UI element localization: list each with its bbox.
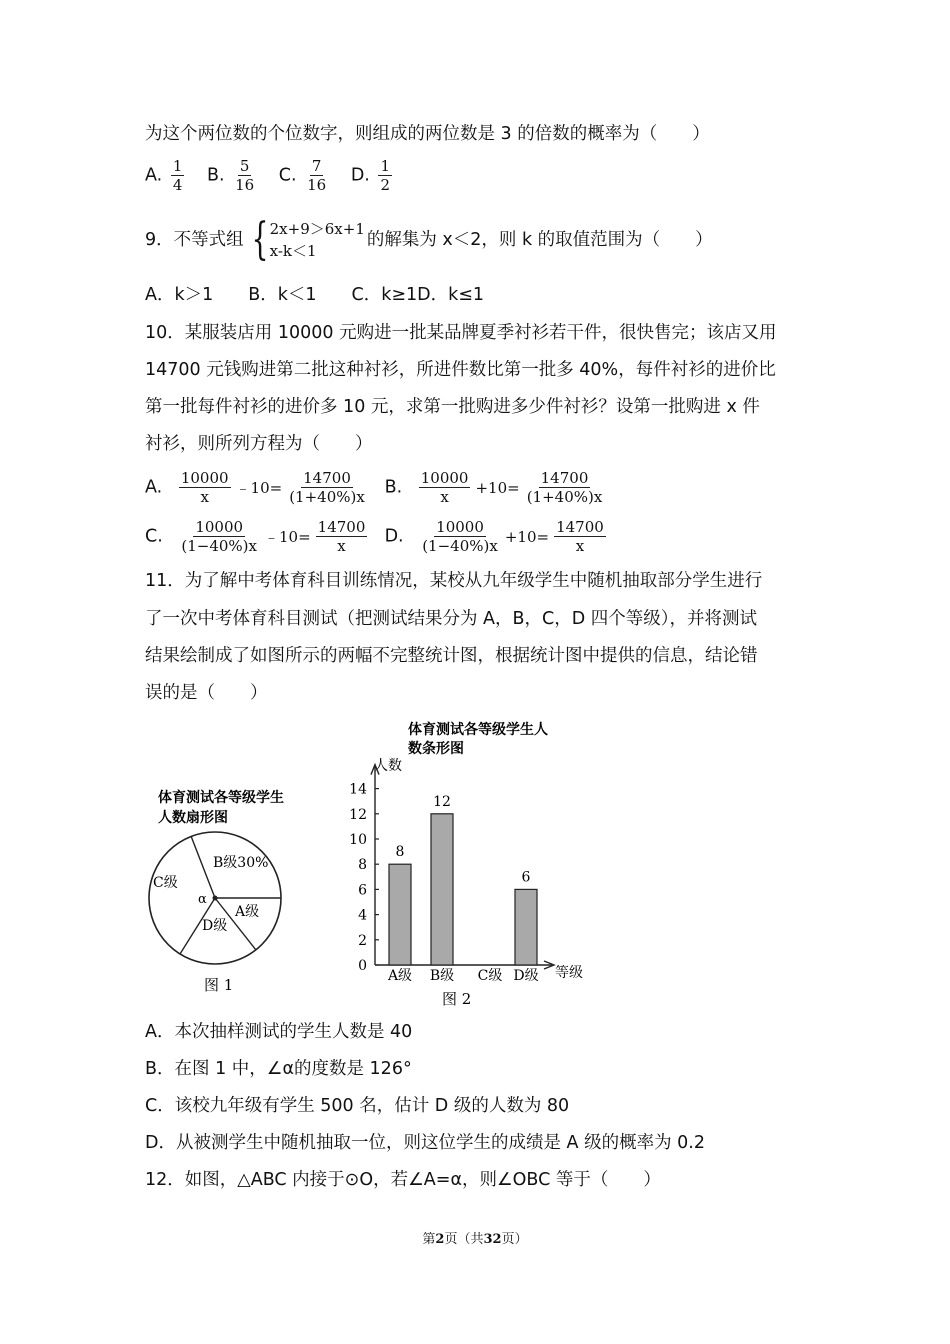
bar-title-line-2: 数条形图 <box>408 741 464 757</box>
operator: +10= <box>475 478 520 497</box>
fraction <box>316 518 368 555</box>
x-tick-label: D级 <box>513 968 539 984</box>
bar-title-line-1: 体育测试各等级学生人 <box>408 722 548 738</box>
fraction <box>171 157 185 194</box>
bar-caption: 图 2 <box>442 990 472 1008</box>
fraction <box>287 469 367 506</box>
denominator: (1+40%)x <box>526 488 603 506</box>
y-tick-label: 8 <box>358 857 367 874</box>
q11-option-d: D．从被测学生中随机抽取一位，则这位学生的成绩是 A 级的概率为 0.2 <box>145 1133 705 1153</box>
option-label: C. <box>278 165 297 186</box>
denominator: x <box>337 537 346 555</box>
operator: ﹣10= <box>264 527 311 546</box>
q10-line-1: 10．某服装店用 10000 元购进一批某品牌夏季衬衫若干件，很快售完；该店又用 <box>145 323 777 343</box>
q10-line-2: 14700 元钱购进第二批这种衬衫，所进件数比第一批多 40%，每件衬衫的进价比 <box>145 360 776 380</box>
bar-data-label: 12 <box>433 793 451 810</box>
y-tick-label: 12 <box>349 806 367 823</box>
pie-label-b: B级30% <box>213 855 269 871</box>
q8-option-d <box>351 157 395 194</box>
q10-options-cd <box>145 518 609 555</box>
q9-options: A．k＞1 B．k＜1 C．k≥1D．k≤1 <box>145 285 485 305</box>
fraction <box>525 469 605 506</box>
q10-line-4: 衬衫，则所列方程为（ ） <box>145 434 373 454</box>
option-label: A. <box>145 477 163 498</box>
option-label: D. <box>350 165 370 186</box>
q12-stem: 12．如图，△ABC 内接于⊙O，若∠A=α，则∠OBC 等于（ ） <box>145 1170 661 1190</box>
brace-icon: { <box>251 214 269 265</box>
pie-label-alpha: α <box>198 892 207 907</box>
numerator: 14700 <box>317 518 366 536</box>
denominator: 2 <box>380 176 390 194</box>
q10-option-c <box>145 518 379 555</box>
fraction <box>378 157 392 194</box>
x-tick-label: A级 <box>387 968 413 984</box>
fraction <box>554 518 606 555</box>
bar-data-label: 6 <box>521 869 531 886</box>
pie-label-a: A级 <box>235 904 260 920</box>
operator: ﹣10= <box>235 478 283 497</box>
denominator: (1−40%)x <box>181 537 257 555</box>
numerator: 10000 <box>180 469 229 487</box>
denominator: (1+40%)x <box>289 488 365 506</box>
x-axis-label: 等级 <box>555 965 583 981</box>
y-tick-label: 10 <box>349 832 367 848</box>
q11-option-b: B．在图 1 中，∠α的度数是 126° <box>145 1059 412 1079</box>
denominator: 16 <box>235 176 255 194</box>
option-label: A. <box>145 165 163 186</box>
q11-option-a: A．本次抽样测试的学生人数是 40 <box>145 1022 413 1042</box>
y-axis-label: 人数 <box>374 758 402 774</box>
footer-mid: 页（共 <box>444 1232 484 1247</box>
q11-line-3: 结果绘制成了如图所示的两幅不完整统计图，根据统计图中提供的信息，结论错 <box>145 646 758 666</box>
q9-prefix: 9．不等式组 <box>145 230 244 250</box>
q11-line-1: 11．为了解中考体育科目训练情况，某校从九年级学生中随机抽取部分学生进行 <box>145 571 763 591</box>
footer-prefix: 第 <box>422 1232 436 1247</box>
q10-option-b <box>385 469 608 506</box>
bar-marks <box>387 794 539 984</box>
bar-1 <box>389 864 411 965</box>
y-tick-label: 6 <box>358 882 367 899</box>
q8-options <box>145 157 409 194</box>
numerator: 1 <box>172 157 183 175</box>
q8-option-c <box>279 157 331 194</box>
footer-total-pages: 32 <box>483 1232 502 1247</box>
pie-center-dot <box>213 896 218 901</box>
bar-4 <box>515 889 537 965</box>
x-tick-label: C级 <box>477 968 503 984</box>
option-label: C. <box>145 526 163 547</box>
fraction <box>305 157 328 194</box>
denominator: x <box>200 488 209 506</box>
denominator: x <box>575 537 585 555</box>
denominator: (1−40%)x <box>422 537 498 555</box>
option-label: D. <box>384 526 404 547</box>
fraction <box>420 518 500 555</box>
q11-line-4: 误的是（ ） <box>145 683 268 703</box>
fraction <box>419 469 471 506</box>
bar-2 <box>431 814 453 965</box>
numerator: 10000 <box>195 518 244 536</box>
y-tick-label: 2 <box>358 932 367 949</box>
pie-title-line-2: 人数扇形图 <box>158 810 228 826</box>
numerator: 14700 <box>540 469 589 487</box>
inequality-1: 2x+9＞6x+1 <box>269 220 365 238</box>
x-tick-label: B级 <box>429 968 455 984</box>
q8-option-b <box>207 157 259 194</box>
q10-option-a <box>145 469 379 506</box>
pie-title-line-1: 体育测试各等级学生 <box>158 790 284 806</box>
inequality-2: x-k＜1 <box>269 242 317 260</box>
q9-stem <box>145 214 713 265</box>
numerator: 7 <box>311 157 322 175</box>
pie-figure <box>140 780 300 1005</box>
numerator: 1 <box>380 157 390 175</box>
page-footer <box>0 1228 950 1247</box>
q8-tail: 为这个两位数的个位数字，则组成的两位数是 3 的倍数的概率为（ ） <box>145 124 710 144</box>
pie-label-d: D级 <box>202 918 228 934</box>
q9-suffix: 的解集为 x＜2，则 k 的取值范围为（ ） <box>366 230 713 250</box>
bar-data-label: 8 <box>395 844 405 861</box>
denominator: 4 <box>172 176 183 194</box>
y-tick-label: 14 <box>349 781 367 798</box>
numerator: 10000 <box>436 518 484 536</box>
q11-line-2: 了一次中考体育科目测试（把测试结果分为 A，B，C，D 四个等级），并将测试 <box>145 609 758 629</box>
y-tick-label: 0 <box>358 958 367 974</box>
option-label: B. <box>384 477 403 498</box>
q11-option-c: C．该校九年级有学生 500 名，估计 D 级的人数为 80 <box>145 1096 570 1116</box>
q10-option-d <box>385 518 609 555</box>
q10-line-3: 第一批每件衬衫的进价多 10 元，求第一批购进多少件衬衫？设第一批购进 x 件 <box>145 397 760 417</box>
footer-page-number: 2 <box>435 1232 445 1247</box>
denominator: 16 <box>307 176 327 194</box>
fraction <box>233 157 256 194</box>
q10-options-ab <box>145 469 607 506</box>
numerator: 14700 <box>303 469 351 487</box>
q8-option-a <box>145 157 187 194</box>
pie-label-c: C级 <box>153 875 178 891</box>
numerator: 14700 <box>556 518 604 536</box>
fraction <box>179 518 259 555</box>
denominator: x <box>440 488 449 506</box>
inequality-system <box>246 214 365 265</box>
bar-chart <box>330 712 600 1012</box>
pie-caption: 图 1 <box>204 976 234 994</box>
footer-suffix: 页） <box>501 1232 528 1247</box>
operator: +10= <box>504 527 550 546</box>
fraction <box>179 469 231 506</box>
numerator: 10000 <box>420 469 469 487</box>
option-label: B. <box>206 165 225 186</box>
numerator: 5 <box>239 157 250 175</box>
y-tick-label: 4 <box>358 907 367 924</box>
